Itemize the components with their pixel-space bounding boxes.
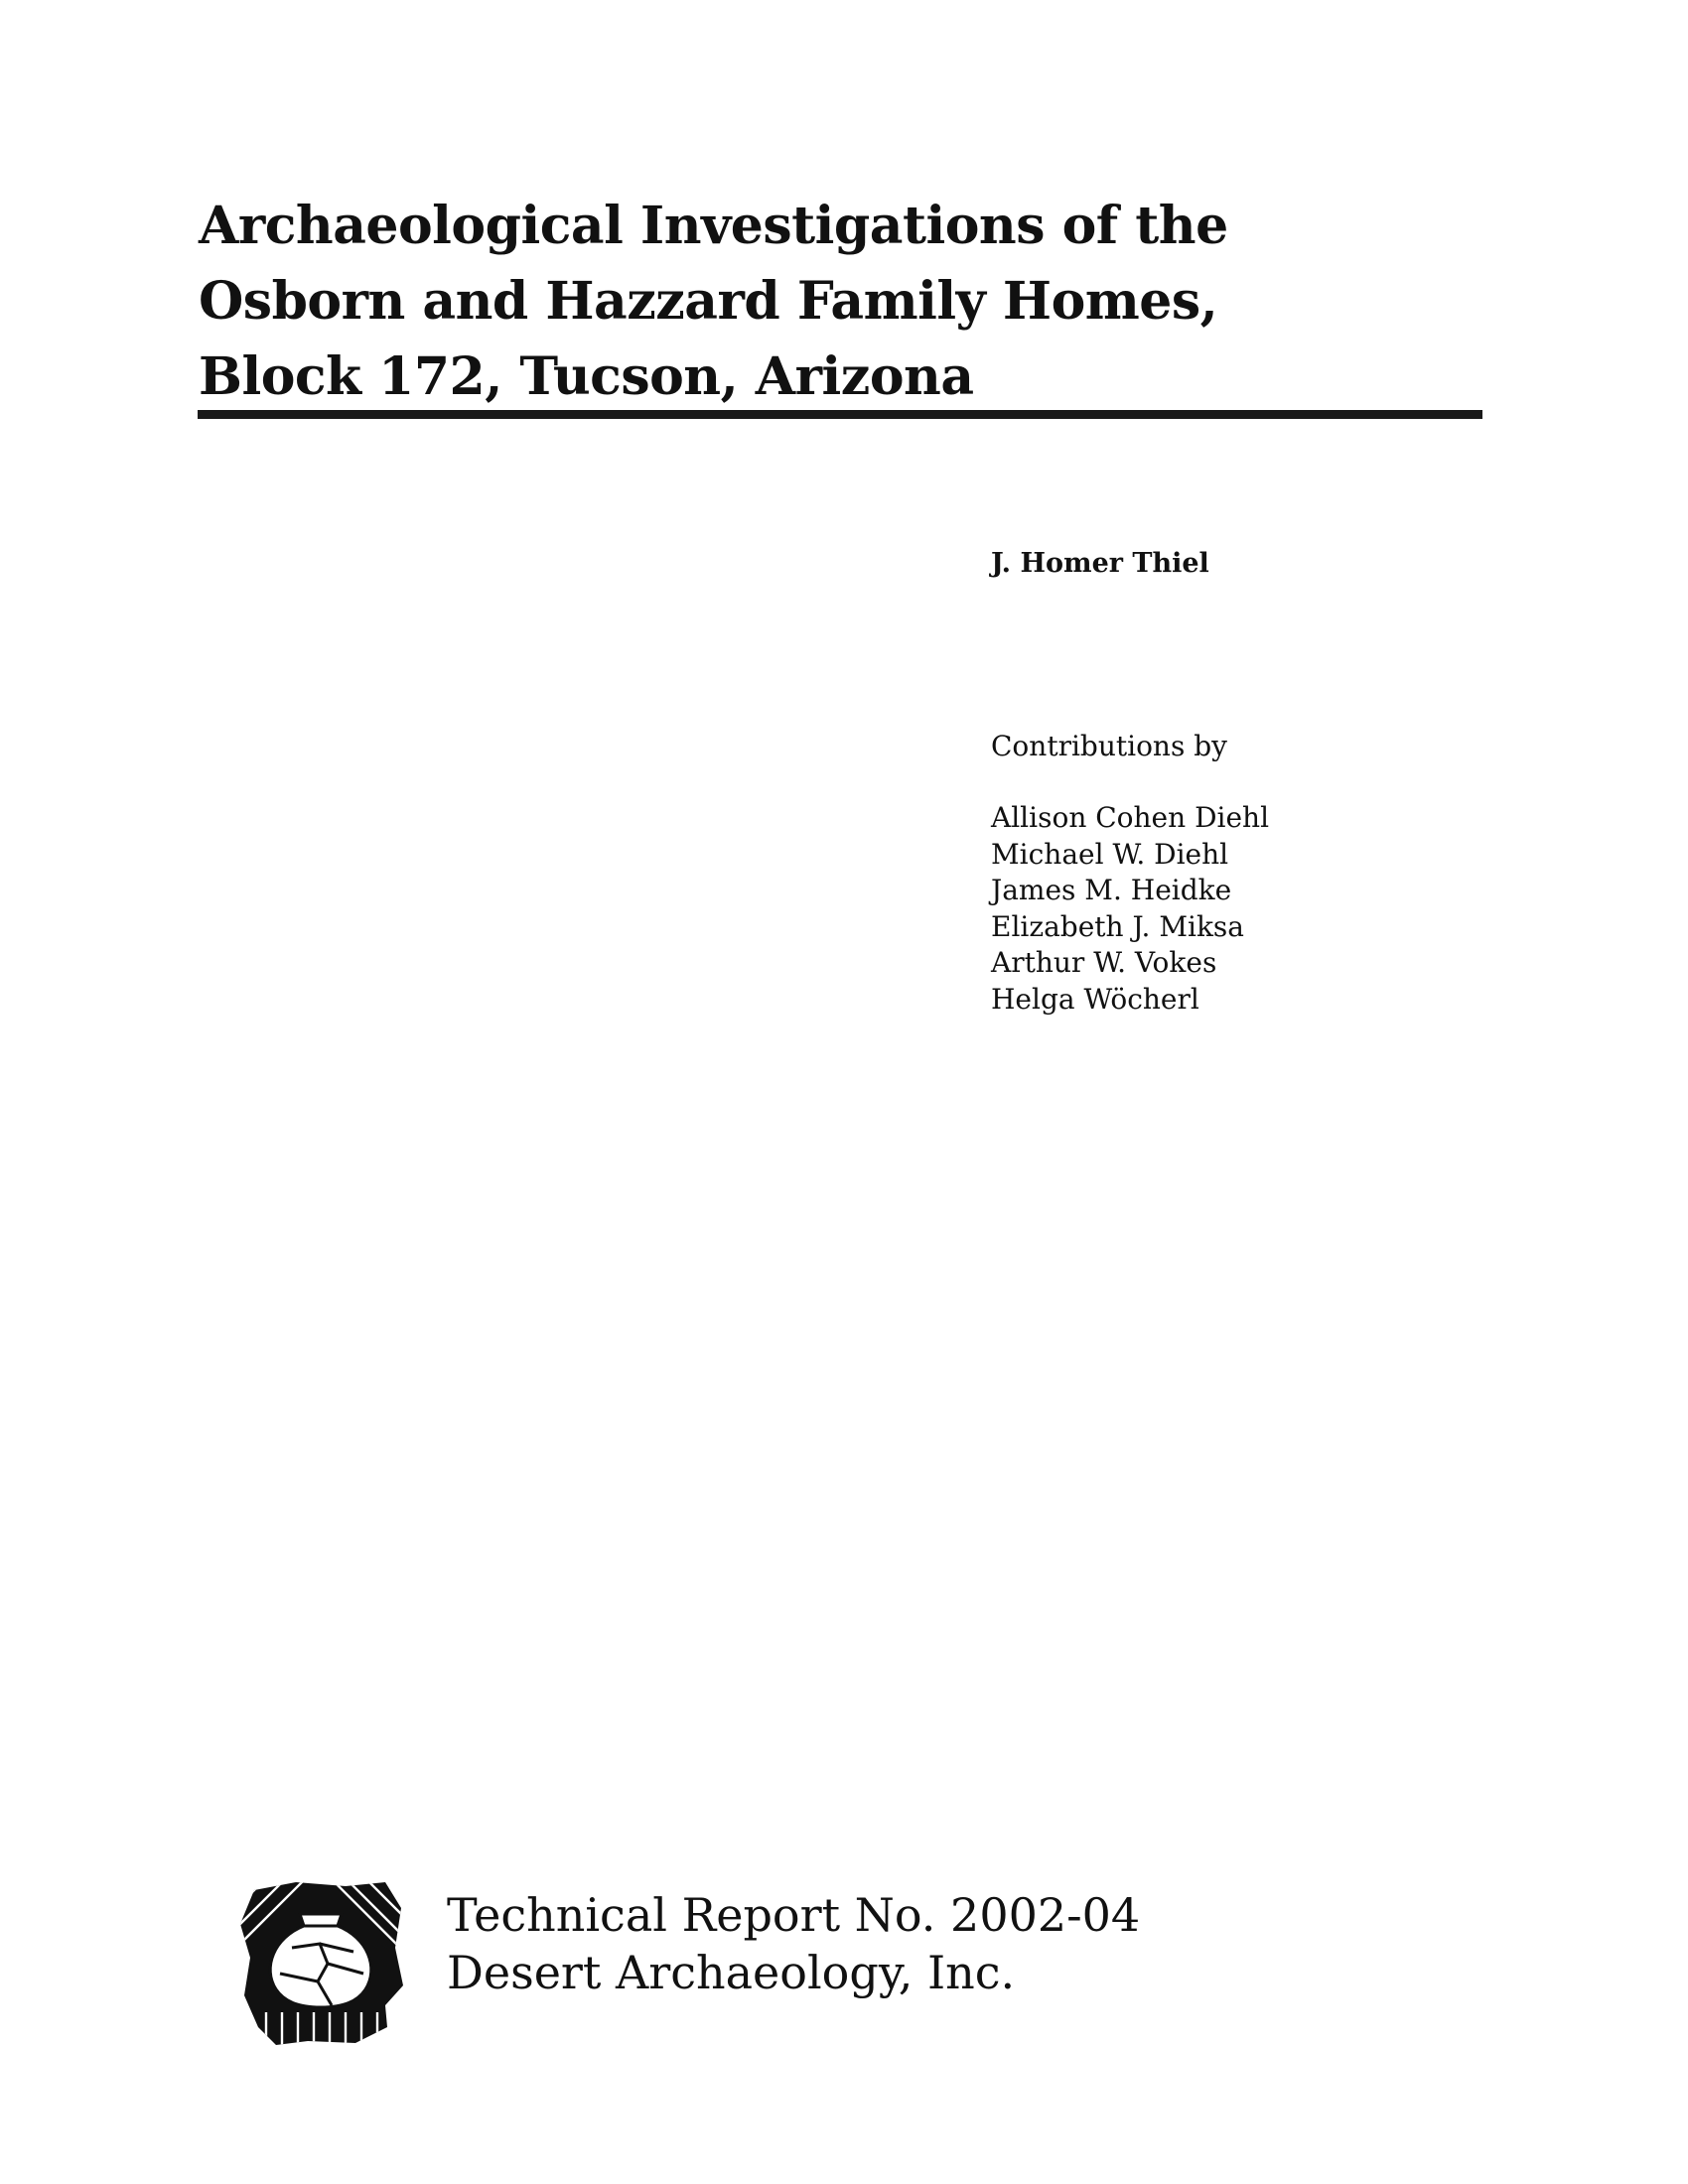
contributor-name: Elizabeth J. Miksa (991, 909, 1244, 943)
contributor-name: Arthur W. Vokes (991, 946, 1217, 979)
contributor-name: James M. Heidke (991, 874, 1232, 906)
publisher-name: Desert Archaeology, Inc. (447, 1946, 1016, 1999)
title-line-1: Archaeological Investigations of the (199, 196, 1228, 256)
contributor-name: Allison Cohen Diehl (991, 801, 1270, 834)
contributor-name: Michael W. Diehl (991, 837, 1229, 871)
publisher-block (447, 1886, 1140, 2001)
title-line-2: Osborn and Hazzard Family Homes, (199, 271, 1218, 332)
title-line-3: Block 172, Tucson, Arizona (199, 346, 974, 407)
author-name: J. Homer Thiel (991, 548, 1209, 579)
pottery-vessel-logo-icon (236, 1878, 405, 2047)
report-title (199, 189, 1489, 415)
contributors-list (991, 800, 1269, 1018)
title-divider (198, 410, 1482, 419)
contributions-label: Contributions by (991, 730, 1227, 762)
report-number: Technical Report No. 2002-04 (447, 1888, 1141, 1942)
contributor-name: Helga Wöcherl (991, 982, 1199, 1016)
